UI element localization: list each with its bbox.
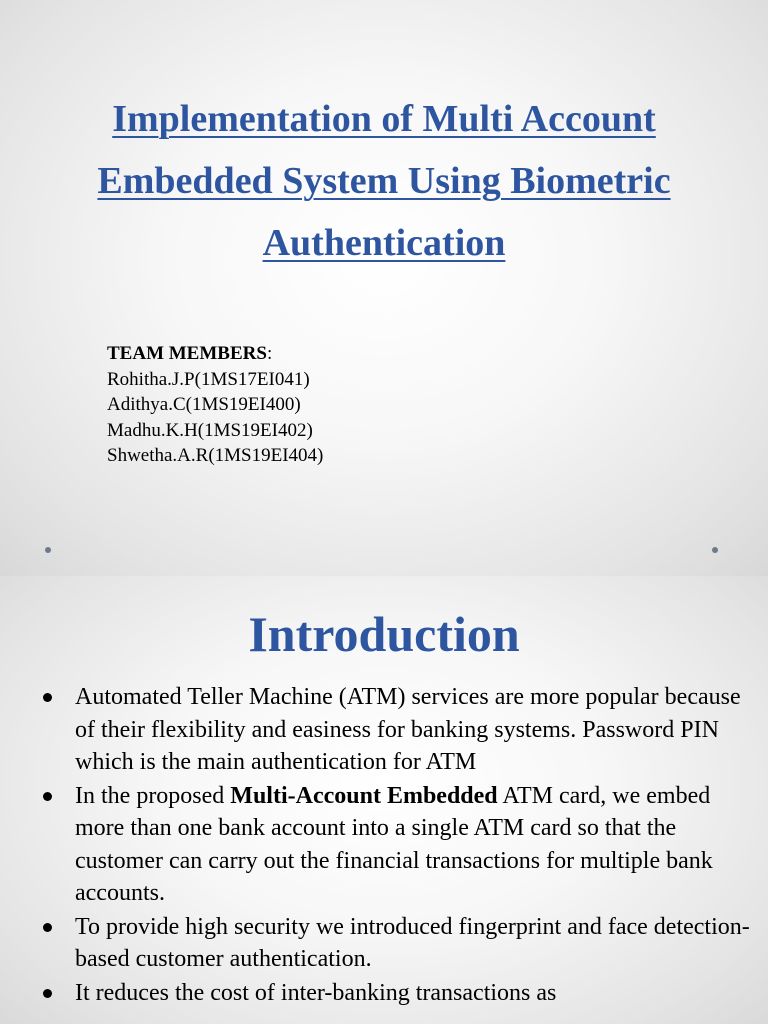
bullet-text-before: In the proposed — [75, 782, 231, 809]
title-line-1: Implementation of Multi Account — [112, 98, 656, 140]
slide-title — [0, 88, 768, 274]
title-line-3: Authentication — [262, 222, 506, 264]
team-member: Shwetha.A.R(1MS19EI404) — [107, 445, 324, 466]
bullet-list — [38, 681, 753, 1010]
introduction-heading: Introduction — [248, 606, 520, 662]
bullet-icon — [43, 693, 52, 702]
bullet-icon — [43, 792, 52, 801]
team-members-heading: TEAM MEMBERS: — [107, 343, 273, 364]
title-line-2: Embedded System Using Biometric — [97, 160, 671, 202]
bullet-text: It reduces the cost of inter-banking transactions as — [75, 979, 557, 1006]
bullet-icon — [43, 989, 52, 998]
bullet-text-bold: Multi-Account Embedded — [230, 782, 498, 809]
list-item — [38, 911, 753, 976]
list-item — [38, 780, 753, 910]
bullet-icon — [43, 923, 52, 932]
team-member: Rohitha.J.P(1MS17EI041) — [107, 368, 310, 390]
team-members-block — [107, 341, 323, 469]
bullet-text-after: ATM card, we embed more than one bank account into a single ATM card so that the customer can carry out the financial transactions for multiple bank accounts. — [75, 782, 713, 906]
bullet-text: Automated Teller Machine (ATM) services are more popular because of their flexibility and easiness for banking systems. Password PIN which is the main authentication for ATM — [75, 684, 741, 775]
decorative-dot-left — [45, 547, 51, 553]
list-item — [38, 681, 753, 779]
team-member: Madhu.K.H(1MS19EI402) — [107, 419, 313, 441]
introduction-slide — [0, 576, 768, 1024]
list-item — [38, 977, 753, 1010]
bullet-text: To provide high security we introduced fingerprint and face detection-based customer authentication. — [75, 913, 750, 972]
team-member: Adithya.C(1MS19EI400) — [107, 394, 301, 415]
decorative-dot-right — [712, 547, 718, 553]
